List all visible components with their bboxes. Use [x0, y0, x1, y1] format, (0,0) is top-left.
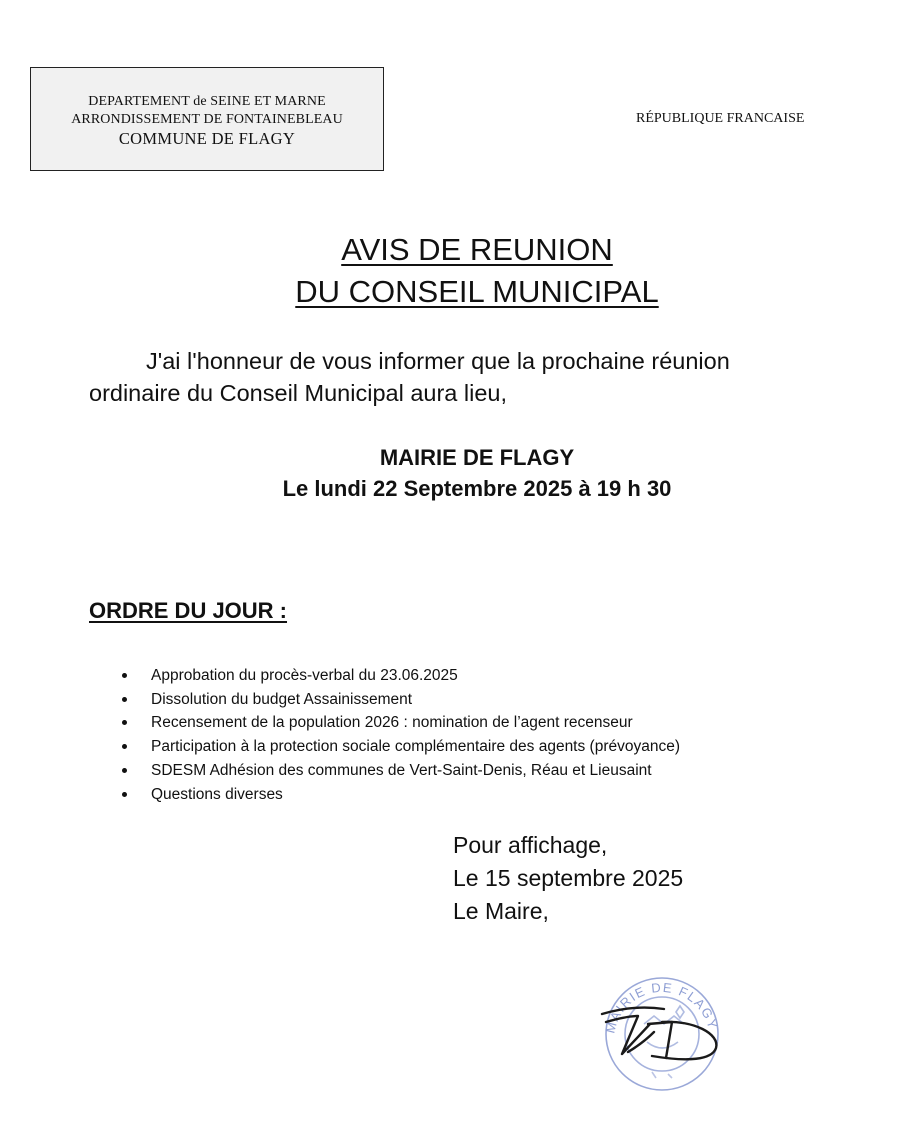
notice-title-line-1: AVIS DE REUNION	[341, 232, 613, 267]
agenda-item: SDESM Adhésion des communes de Vert-Saint-Denis, Réau et Lieusaint	[120, 759, 680, 783]
mayor-stamp-and-signature	[592, 962, 732, 1092]
notice-title	[0, 229, 900, 313]
agenda-item: Dissolution du budget Assainissement	[120, 688, 680, 712]
intro-line-2: ordinaire du Conseil Municipal aura lieu,	[89, 380, 508, 406]
signoff-block	[453, 829, 683, 928]
official-seal-icon	[602, 978, 720, 1090]
agenda-item: Recensement de la population 2026 : nomination de l’agent recenseur	[120, 711, 680, 735]
venue-place: MAIRIE DE FLAGY	[379, 445, 575, 470]
meeting-venue	[0, 442, 900, 504]
departement-line: DEPARTEMENT de SEINE ET MARNE	[88, 94, 326, 109]
notice-title-line-2: DU CONSEIL MUNICIPAL	[295, 274, 659, 309]
commune-line: COMMUNE DE FLAGY	[118, 129, 296, 148]
signoff-date: Le 15 septembre 2025	[453, 865, 684, 891]
intro-paragraph	[89, 345, 859, 409]
agenda-item: Participation à la protection sociale complémentaire des agents (prévoyance)	[120, 735, 680, 759]
svg-text:MAIRIE DE FLAGY: MAIRIE DE FLAGY	[602, 979, 721, 1035]
agenda-heading: ORDRE DU JOUR :	[89, 598, 288, 623]
administrative-header-box	[30, 67, 384, 171]
agenda-list	[120, 664, 680, 806]
agenda-item: Questions diverses	[120, 783, 680, 807]
signoff-mayor: Le Maire,	[453, 898, 549, 924]
agenda-item: Approbation du procès-verbal du 23.06.2025	[120, 664, 680, 688]
republique-label: RÉPUBLIQUE FRANCAISE	[636, 111, 805, 126]
arrondissement-line: ARRONDISSEMENT DE FONTAINEBLEAU	[71, 112, 343, 127]
venue-datetime: Le lundi 22 Septembre 2025 à 19 h 30	[282, 476, 672, 501]
intro-line-1: J'ai l'honneur de vous informer que la prochaine réunion	[146, 348, 730, 374]
signoff-line-1: Pour affichage,	[453, 832, 608, 858]
